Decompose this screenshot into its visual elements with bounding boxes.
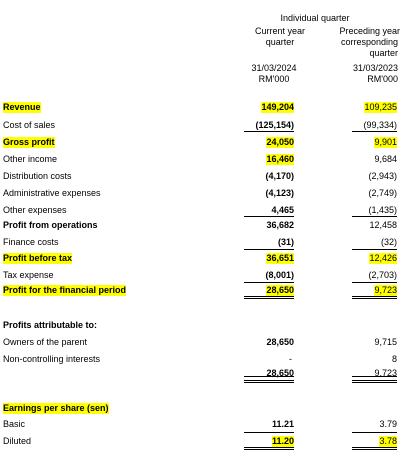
row-prev-nci: 8 [391, 354, 397, 364]
row-cur-tax-expense: (8,001) [265, 270, 294, 280]
row-prev-administrative-expenses: (2,749) [368, 188, 397, 198]
row-cur-diluted: 11.20 [271, 436, 294, 446]
row-prev-profit-from-operations: 12,458 [369, 220, 397, 230]
subtotal-rule [352, 216, 397, 217]
row-prev-cost-of-sales: (99,334) [363, 120, 397, 130]
row-cur-basic: 11.21 [271, 419, 294, 429]
col1-unit: RM'000 [258, 74, 290, 84]
row-cur-finance-costs: (31) [277, 237, 294, 247]
row-cur-cost-of-sales: (125,154) [255, 120, 294, 130]
row-label-other-income: Other income [3, 154, 58, 164]
row-prev-profit-for-period: 9,723 [374, 285, 397, 295]
row-cur-profit-before-tax: 36,651 [266, 253, 294, 263]
row-prev-other-expenses: (1,435) [368, 205, 397, 215]
row-label-profit-for-period: Profit for the financial period [3, 285, 127, 295]
subtotal-rule [352, 249, 397, 250]
section-title-eps: Earnings per share (sen) [3, 403, 109, 413]
total-double-rule [352, 380, 397, 383]
row-label-gross-profit: Gross profit [3, 137, 55, 147]
row-cur-owners: 28,650 [266, 337, 294, 347]
row-cur-other-income: 16,460 [266, 154, 294, 164]
col1-date: 31/03/2024 [251, 63, 297, 73]
subtotal-rule [352, 131, 397, 132]
row-label-nci: Non-controlling interests [3, 354, 101, 364]
row-label-profit-before-tax: Profit before tax [3, 253, 73, 263]
total-double-rule [244, 296, 294, 299]
row-label-cost-of-sales: Cost of sales [3, 120, 56, 130]
row-cur-profit-for-period: 28,650 [266, 285, 294, 295]
total-double-rule [244, 380, 294, 383]
row-cur-administrative-expenses: (4,123) [265, 188, 294, 198]
row-cur-revenue: 149,204 [261, 102, 294, 112]
row-label-administrative-expenses: Administrative expenses [3, 188, 101, 198]
subtotal-rule [244, 249, 294, 250]
row-prev-finance-costs: (32) [380, 237, 397, 247]
column-group-title: Individual quarter [280, 13, 350, 23]
row-label-basic: Basic [3, 419, 26, 429]
row-prev-diluted: 3.78 [379, 436, 397, 446]
row-cur-gross-profit: 24,050 [266, 137, 294, 147]
total-double-rule [244, 447, 294, 450]
col2-header-line3: quarter [369, 48, 398, 58]
row-label-finance-costs: Finance costs [3, 237, 59, 247]
row-cur-nci: - [289, 354, 292, 364]
row-cur-distribution-costs: (4,170) [265, 171, 294, 181]
row-prev-basic: 3.79 [379, 419, 397, 429]
col2-date: 31/03/2023 [352, 63, 398, 73]
row-prev-profit-before-tax: 12,426 [369, 253, 397, 263]
row-label-owners: Owners of the parent [3, 337, 88, 347]
row-cur-profit-from-operations: 36,682 [266, 220, 294, 230]
row-prev-distribution-costs: (2,943) [368, 171, 397, 181]
row-prev-gross-profit: 9,901 [374, 137, 397, 147]
total-double-rule [352, 296, 397, 299]
row-label-other-expenses: Other expenses [3, 205, 67, 215]
subtotal-rule [244, 282, 294, 283]
row-prev-owners: 9,715 [374, 337, 397, 347]
col2-unit: RM'000 [367, 74, 398, 84]
total-double-rule [352, 447, 397, 450]
row-cur-other-expenses: 4,465 [271, 205, 294, 215]
col2-header-line2: corresponding [340, 37, 398, 47]
row-label-tax-expense: Tax expense [3, 270, 54, 280]
col1-header-line2: quarter [265, 37, 295, 47]
row-prev-tax-expense: (2,703) [368, 270, 397, 280]
subtotal-rule [352, 282, 397, 283]
row-prev-other-income: 9,684 [374, 154, 397, 164]
row-label-revenue: Revenue [3, 102, 41, 112]
subtotal-rule [244, 131, 294, 132]
col2-header-line1: Preceding year [339, 26, 400, 36]
subtotal-rule [352, 432, 397, 433]
row-label-diluted: Diluted [3, 436, 32, 446]
col1-header-line1: Current year [254, 26, 306, 36]
section-title-attributable: Profits attributable to: [3, 320, 97, 330]
subtotal-rule [244, 432, 294, 433]
attributable-total-prev: 9,723 [374, 368, 397, 378]
row-prev-revenue: 109,235 [364, 102, 397, 112]
subtotal-rule [244, 216, 294, 217]
row-label-distribution-costs: Distribution costs [3, 171, 72, 181]
row-label-profit-from-operations: Profit from operations [3, 220, 98, 230]
attributable-total-cur: 28,650 [266, 368, 294, 378]
